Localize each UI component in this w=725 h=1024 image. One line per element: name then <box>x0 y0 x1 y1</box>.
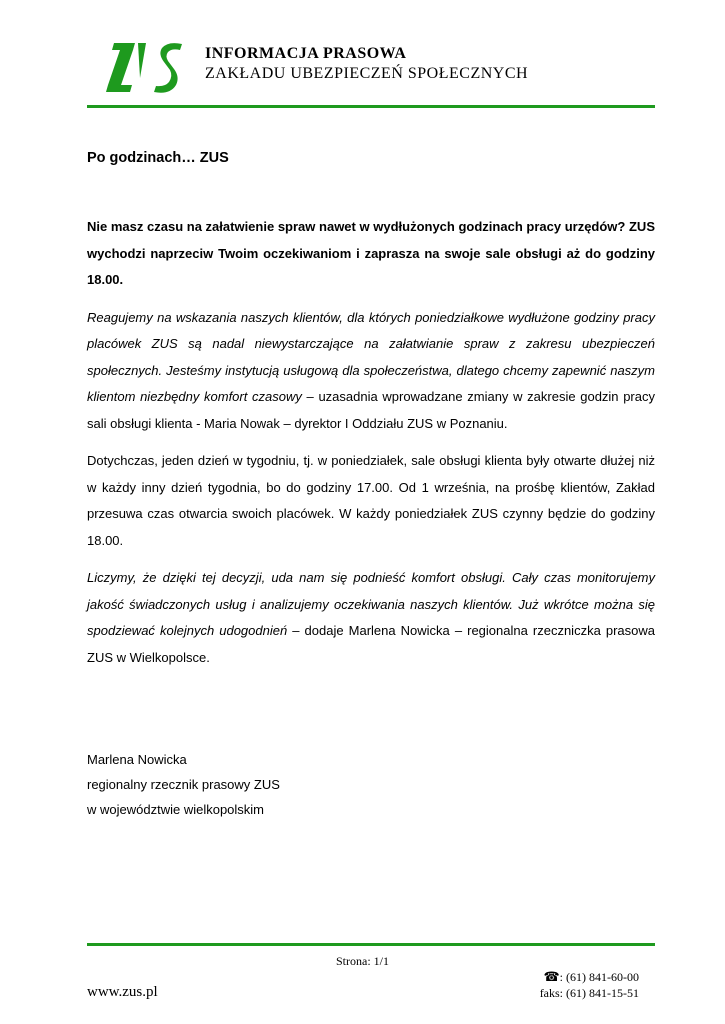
paragraph-quote-spokesperson <box>87 565 655 671</box>
lead-paragraph: Nie masz czasu na załatwienie spraw nawet w wydłużonych godzinach pracy urzędów? ZUS wychodzi naprzeciw Twoim oczekiwaniom i zaprasza na swoje sale obsługi aż do godziny 18.00. <box>87 219 655 287</box>
signature-block <box>87 747 280 822</box>
paragraph-quote-director <box>87 305 655 438</box>
quote-attribution: – uzasadnia wprowadzane zmiany w zakresie godzin pracy sali obsługi klienta - Maria Nowak – dyrektor I Oddziału ZUS w Poznaniu. <box>87 389 655 431</box>
institution-name: ZAKŁADU UBEZPIECZEŃ SPOŁECZNYCH <box>205 65 529 82</box>
fax-number: faks: (61) 841-15-51 <box>539 986 639 1000</box>
website-link[interactable]: www.zus.pl <box>87 984 158 1000</box>
telephone-icon: ☎ <box>543 969 560 984</box>
header-divider <box>87 105 655 108</box>
signature-role: regionalny rzecznik prasowy ZUS <box>87 777 280 792</box>
signature-name: Marlena Nowicka <box>87 752 187 767</box>
quote-text: Reagujemy na wskazania naszych klientów, dla których poniedziałkowe wydłużone godziny pracy placówek ZUS są nadal niewystarczające na załatwianie spraw z zakresu ubezpieczeń społecznych. Jesteśmy instytucją usługową dla społeczeństwa, dlatego chcemy zapewnić naszym klientom niezbędny komfort czasowy <box>87 309 655 404</box>
footer-divider <box>87 943 655 946</box>
quote-text: Liczymy, że dzięki tej decyzji, uda nam się podnieść komfort obsługi. Cały czas monitorujemy jakość świadczonych usług i analizujemy oczekiwania naszych klientów. Już wkrótce można się spodziewać kolejnych udogodnień <box>87 570 655 638</box>
signature-region: w województwie wielkopolskim <box>87 802 265 817</box>
phone-line <box>540 969 639 985</box>
press-info-heading: INFORMACJA PRASOWA <box>205 45 407 62</box>
quote-attribution: – dodaje Marlena Nowicka – regionalna rzeczniczka prasowa ZUS w Wielkopolsce. <box>87 623 655 665</box>
zus-logo <box>98 40 184 96</box>
document-body <box>87 214 655 682</box>
contact-info <box>540 969 639 1001</box>
document-title: Po godzinach… ZUS <box>87 150 229 166</box>
page-number: Strona: 1/1 <box>336 954 389 968</box>
paragraph-details: Dotychczas, jeden dzień w tygodniu, tj. w poniedziałek, sale obsługi klienta były otwarte dłużej niż w każdy inny dzień tygodnia, bo do godziny 17.00. Od 1 września, na prośbę klientów, Zakład przesuwa czas otwarcia swoich placówek. W każdy poniedziałek ZUS czynny będzie do godziny 18.00. <box>87 453 655 548</box>
phone-number: : (61) 841-60-00 <box>559 970 639 984</box>
